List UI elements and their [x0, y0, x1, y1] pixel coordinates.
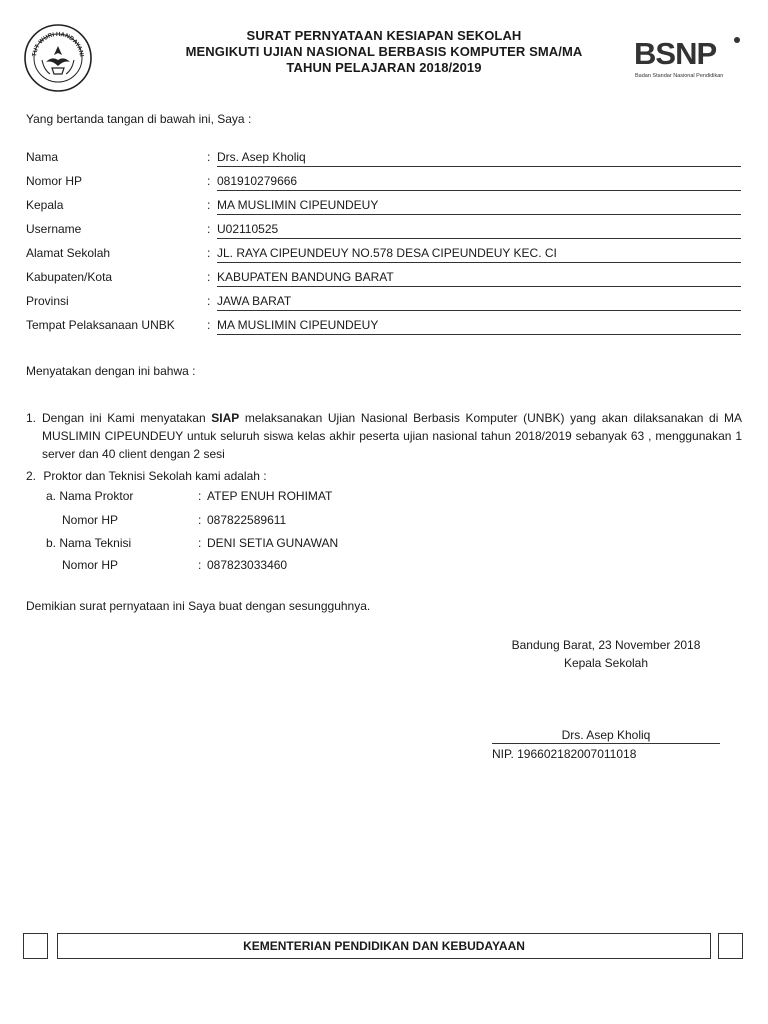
field-value-tempat-pelaksanaan: MA MUSLIMIN CIPEUNDEUY — [217, 318, 741, 335]
proktor-name-value: ATEP ENUH ROHIMAT — [207, 489, 333, 503]
statement-point-2 — [26, 469, 267, 483]
sub-colon: : — [198, 536, 202, 550]
intro-text: Yang bertanda tangan di bawah ini, Saya : — [26, 112, 252, 126]
signature-name: Drs. Asep Kholiq — [492, 728, 720, 744]
field-label-nomor-hp: Nomor HP — [26, 174, 83, 188]
sub-colon: : — [198, 558, 202, 572]
teknisi-hp-label: Nomor HP — [62, 558, 119, 572]
point-1-pre: Dengan ini Kami menyatakan — [42, 411, 212, 425]
field-colon: : — [207, 318, 211, 332]
field-label-nama: Nama — [26, 150, 59, 164]
footer-box-right — [718, 933, 743, 959]
teknisi-hp-value: 087823033460 — [207, 558, 288, 572]
field-label-kabupaten-kota: Kabupaten/Kota — [26, 270, 113, 284]
field-colon: : — [207, 222, 211, 236]
proktor-hp-value: 087822589611 — [207, 513, 287, 527]
bsnp-logo-icon — [632, 34, 744, 82]
field-label-alamat-sekolah: Alamat Sekolah — [26, 246, 111, 260]
field-label-kepala: Kepala — [26, 198, 64, 212]
field-label-provinsi: Provinsi — [26, 294, 69, 308]
point-2-number: 2. — [26, 469, 37, 483]
header-line-1: SURAT PERNYATAAN KESIAPAN SEKOLAH — [246, 28, 522, 43]
svg-text:BSNP: BSNP — [634, 36, 717, 71]
field-colon: : — [207, 150, 211, 164]
statement-intro: Menyatakan dengan ini bahwa : — [26, 364, 196, 378]
header-line-2: MENGIKUTI UJIAN NASIONAL BERBASIS KOMPUTER SMA/MA — [185, 44, 583, 59]
proktor-hp-label: Nomor HP — [62, 513, 119, 527]
footer-ministry: KEMENTERIAN PENDIDIKAN DAN KEBUDAYAAN — [57, 933, 711, 959]
field-value-provinsi: JAWA BARAT — [217, 294, 741, 311]
sub-colon: : — [198, 513, 202, 527]
point-1-number: 1. — [26, 411, 37, 425]
header-line-3: TAHUN PELAJARAN 2018/2019 — [286, 60, 482, 75]
field-value-kepala: MA MUSLIMIN CIPEUNDEUY — [217, 198, 741, 215]
field-value-nama: Drs. Asep Kholiq — [217, 150, 741, 167]
closing-text: Demikian surat pernyataan ini Saya buat dengan sesungguhnya. — [26, 599, 371, 613]
field-colon: : — [207, 174, 211, 188]
signature-place-date: Bandung Barat, 23 November 2018 — [511, 638, 701, 652]
signature-nip: NIP. 196602182007011018 — [492, 747, 637, 761]
field-value-kabupaten-kota: KABUPATEN BANDUNG BARAT — [217, 270, 741, 287]
proktor-name-label: a. Nama Proktor — [46, 489, 134, 503]
teknisi-name-value: DENI SETIA GUNAWAN — [207, 536, 339, 550]
point-1-post: melaksanakan Ujian Nasional Berbasis Komputer (UNBK) yang akan dilaksanakan di MA MUSLIMIN CIPEUNDEUY untuk seluruh siswa kelas akhir peserta ujian nasional tahun 2018/2019 sebanyak 63 , menggunakan 1 server dan 40 client dengan 2 sesi — [42, 411, 742, 461]
field-value-alamat-sekolah: JL. RAYA CIPEUNDEUY NO.578 DESA CIPEUNDEUY KEC. CI — [217, 246, 741, 263]
field-value-username: U02110525 — [217, 222, 741, 239]
svg-text:TUT WURI HANDAYANI: TUT WURI HANDAYANI — [31, 31, 84, 58]
field-colon: : — [207, 270, 211, 284]
sub-colon: : — [198, 489, 202, 503]
bsnp-logo — [632, 34, 744, 82]
point-1-text — [42, 409, 742, 463]
point-1-bold: SIAP — [211, 411, 240, 425]
field-colon: : — [207, 198, 211, 212]
svg-text:Badan Standar Nasional Pendidi: Badan Standar Nasional Pendidikan — [635, 73, 724, 79]
point-2-text: Proktor dan Teknisi Sekolah kami adalah : — [43, 469, 267, 483]
field-value-nomor-hp: 081910279666 — [217, 174, 741, 191]
footer-box-left — [23, 933, 48, 959]
statement-point-1 — [26, 409, 742, 463]
field-colon: : — [207, 246, 211, 260]
teknisi-name-label: b. Nama Teknisi — [46, 536, 132, 550]
field-label-username: Username — [26, 222, 82, 236]
field-colon: : — [207, 294, 211, 308]
signature-title: Kepala Sekolah — [563, 656, 649, 670]
field-label-tempat-pelaksanaan: Tempat Pelaksanaan UNBK — [26, 318, 175, 332]
